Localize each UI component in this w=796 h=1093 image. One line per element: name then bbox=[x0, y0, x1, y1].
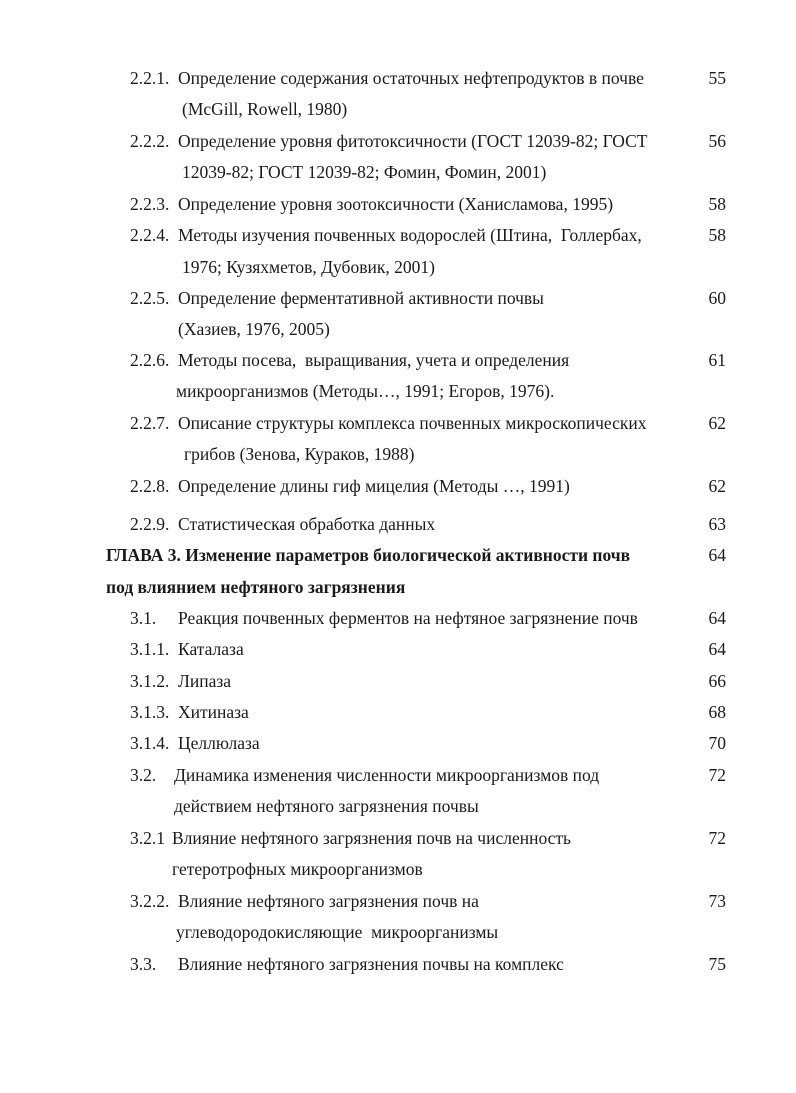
toc-entry-page: 62 bbox=[708, 413, 726, 433]
toc-entry-number: 3.1.1. bbox=[130, 639, 170, 659]
toc-entry-page: 58 bbox=[708, 225, 726, 245]
toc-entry-number: 2.2.9. bbox=[130, 514, 170, 534]
toc-entry-title: Каталаза bbox=[178, 639, 244, 659]
toc-entry-number: 3.1.3. bbox=[130, 702, 170, 722]
toc-entry-title: Статистическая обработка данных bbox=[178, 514, 436, 534]
toc-entry-continuation: микроорганизмов (Методы…, 1991; Егоров, 1976). bbox=[176, 381, 555, 401]
toc-entry-page: 55 bbox=[708, 68, 726, 88]
toc-entry-page: 73 bbox=[708, 891, 726, 911]
toc-entry-title: Методы посева, выращивания, учета и определения bbox=[178, 350, 570, 370]
toc-entry-number: 2.2.7. bbox=[130, 413, 170, 433]
toc-entry-page: 60 bbox=[708, 288, 726, 308]
toc-entry-page: 75 bbox=[708, 954, 726, 974]
toc-chapter-page: 64 bbox=[708, 545, 726, 565]
toc-entry-continuation: углеводородокисляющие микроорганизмы bbox=[176, 922, 499, 942]
toc-entry-page: 63 bbox=[708, 514, 726, 534]
toc-entry-continuation: (Хазиев, 1976, 2005) bbox=[178, 319, 330, 339]
toc-entry-title: Влияние нефтяного загрязнения почв на численность bbox=[172, 828, 572, 848]
toc-entry-page: 62 bbox=[708, 476, 726, 496]
toc-entry-title: Определение ферментативной активности почвы bbox=[178, 288, 544, 308]
toc-entry-number: 2.2.4. bbox=[130, 225, 170, 245]
toc-entry-number: 3.2.2. bbox=[130, 891, 170, 911]
toc-entry-page: 68 bbox=[708, 702, 726, 722]
toc-entry-title: Влияние нефтяного загрязнения почвы на комплекс bbox=[178, 954, 564, 974]
toc-entry-title: Определение уровня зоотоксичности (Ханисламова, 1995) bbox=[178, 194, 614, 214]
toc-entry-page: 64 bbox=[708, 608, 726, 628]
toc-entry-page: 56 bbox=[708, 131, 726, 151]
toc-entry-number: 3.1.4. bbox=[130, 733, 170, 753]
toc-entry-number: 3.1. bbox=[130, 608, 157, 628]
toc-entry-page: 61 bbox=[708, 350, 726, 370]
toc-entry-title: Влияние нефтяного загрязнения почв на bbox=[178, 891, 479, 911]
toc-entry-continuation: 1976; Кузяхметов, Дубовик, 2001) bbox=[182, 257, 435, 277]
toc-entry-number: 3.1.2. bbox=[130, 671, 170, 691]
toc-entry-continuation: (McGill, Rowell, 1980) bbox=[182, 99, 348, 119]
toc-entry-page: 64 bbox=[708, 639, 726, 659]
toc-entry-title: Определение длины гиф мицелия (Методы …, 1991) bbox=[178, 476, 570, 496]
toc-entry-page: 72 bbox=[708, 828, 726, 848]
toc-entry-title: Определение уровня фитотоксичности (ГОСТ 12039-82; ГОСТ bbox=[178, 131, 648, 151]
toc-chapter-title: ГЛАВА 3. Изменение параметров биологической активности почв bbox=[106, 545, 631, 565]
toc-entry-continuation: действием нефтяного загрязнения почвы bbox=[174, 796, 479, 816]
toc-entry-title: Хитиназа bbox=[178, 702, 249, 722]
toc-entry-continuation: грибов (Зенова, Кураков, 1988) bbox=[184, 444, 415, 464]
toc-entry-page: 66 bbox=[708, 671, 726, 691]
toc-entry-number: 3.3. bbox=[130, 954, 157, 974]
toc-entry-number: 2.2.3. bbox=[130, 194, 170, 214]
toc-entry-title: Динамика изменения численности микроорганизмов под bbox=[174, 765, 600, 785]
toc-entry-number: 2.2.8. bbox=[130, 476, 170, 496]
toc-chapter-title-continuation: под влиянием нефтяного загрязнения bbox=[106, 577, 406, 597]
toc-entry-title: Липаза bbox=[178, 671, 232, 691]
toc-entry-title: Описание структуры комплекса почвенных микроскопических bbox=[178, 413, 647, 433]
toc-entry-number: 2.2.6. bbox=[130, 350, 170, 370]
toc-entry-page: 70 bbox=[708, 733, 726, 753]
toc-entry-page: 58 bbox=[708, 194, 726, 214]
toc-entry-continuation: 12039-82; ГОСТ 12039-82; Фомин, Фомин, 2001) bbox=[182, 162, 547, 182]
toc-entry-title: Методы изучения почвенных водорослей (Штина, Голлербах, bbox=[178, 225, 642, 245]
toc-entry-title: Определение содержания остаточных нефтепродуктов в почве bbox=[178, 68, 644, 88]
toc-entry-number: 2.2.2. bbox=[130, 131, 170, 151]
toc-entry-number: 3.2. bbox=[130, 765, 157, 785]
toc-entry-continuation: гетеротрофных микроорганизмов bbox=[172, 859, 423, 879]
toc-entry-title: Целлюлаза bbox=[178, 733, 260, 753]
toc-entry-number: 3.2.1 bbox=[130, 828, 165, 848]
toc-entry-title: Реакция почвенных ферментов на нефтяное загрязнение почв bbox=[178, 608, 638, 628]
toc-entry-page: 72 bbox=[708, 765, 726, 785]
toc-entry-number: 2.2.1. bbox=[130, 68, 170, 88]
toc-entry-number: 2.2.5. bbox=[130, 288, 170, 308]
